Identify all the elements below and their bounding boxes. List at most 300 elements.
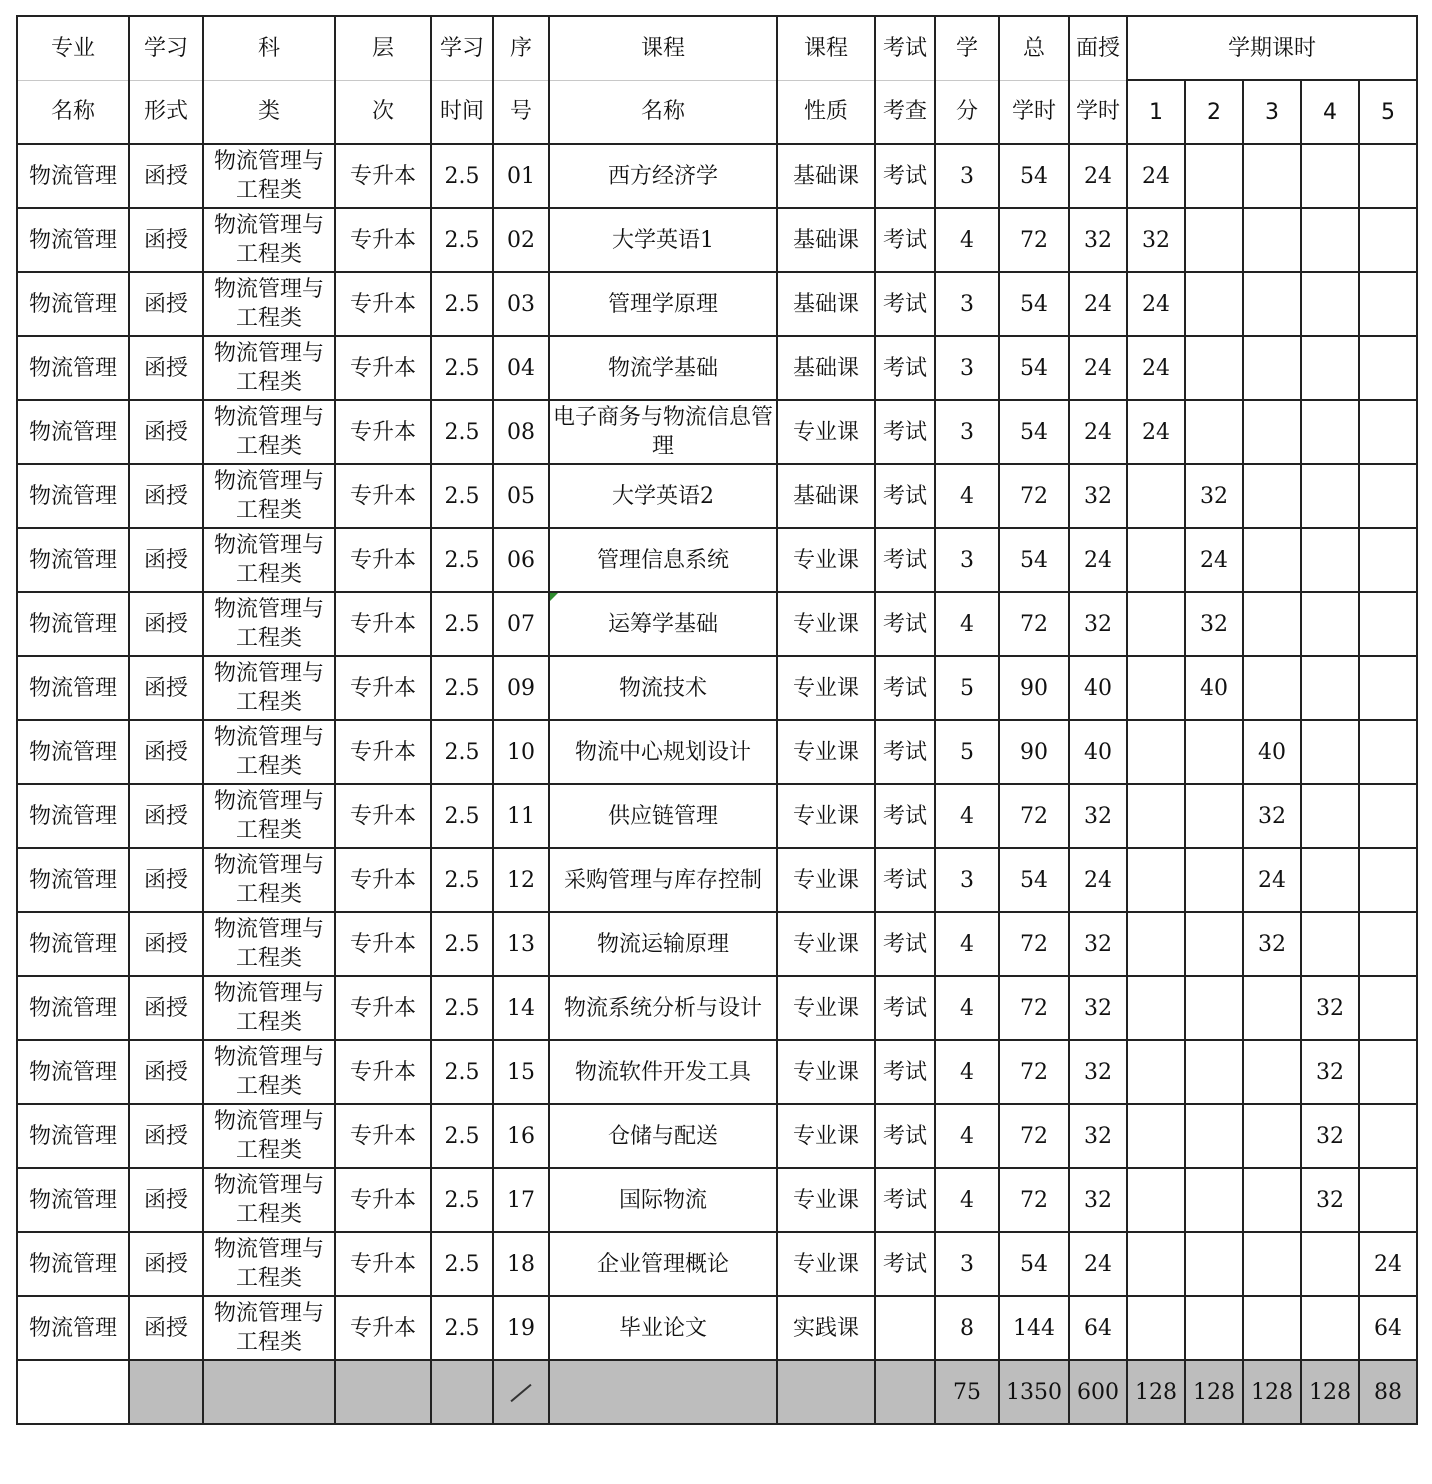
course-type-cell: 专业课: [777, 912, 875, 976]
total-hours-cell: 54: [999, 848, 1069, 912]
term-5-hours-cell: 24: [1359, 1232, 1417, 1296]
term-1-hours-cell: [1127, 1104, 1185, 1168]
course-name-cell: 仓储与配送: [549, 1104, 777, 1168]
term-1-hours-cell: [1127, 784, 1185, 848]
total-hours-cell: 72: [999, 208, 1069, 272]
assessment-cell: 考试: [875, 912, 935, 976]
seq-cell: 10: [493, 720, 549, 784]
category-cell: 物流管理与工程类: [203, 1104, 335, 1168]
course-type-cell: 专业课: [777, 1232, 875, 1296]
form-cell: 函授: [129, 720, 203, 784]
term-1-hours-cell: [1127, 464, 1185, 528]
total-hours-cell: 72: [999, 912, 1069, 976]
face-hours-cell: 24: [1069, 848, 1127, 912]
duration-cell: 2.5: [431, 144, 493, 208]
assessment-cell: 考试: [875, 656, 935, 720]
face-hours-cell: 24: [1069, 272, 1127, 336]
major-cell: 物流管理: [17, 1104, 129, 1168]
assessment-cell: 考试: [875, 464, 935, 528]
form-cell: 函授: [129, 592, 203, 656]
term-3-hours-cell: [1243, 144, 1301, 208]
term-5-hours-cell: [1359, 784, 1417, 848]
header-level-2: 次: [335, 80, 431, 144]
assessment-cell: 考试: [875, 208, 935, 272]
header-assessment-2: 考查: [875, 80, 935, 144]
term-4-hours-cell: [1301, 208, 1359, 272]
term-1-hours-cell: 24: [1127, 400, 1185, 464]
table-row: [17, 400, 1417, 464]
category-cell: 物流管理与工程类: [203, 1296, 335, 1360]
form-cell: 函授: [129, 208, 203, 272]
term-5-hours-cell: [1359, 976, 1417, 1040]
totals-gray-cell: [335, 1360, 431, 1424]
table-row: [17, 592, 1417, 656]
form-cell: 函授: [129, 912, 203, 976]
header-course-name-2: 名称: [549, 80, 777, 144]
term-5-hours-cell: [1359, 1168, 1417, 1232]
term-3-hours-cell: [1243, 592, 1301, 656]
category-cell: 物流管理与工程类: [203, 400, 335, 464]
face-hours-cell: 24: [1069, 144, 1127, 208]
course-name-cell: 物流软件开发工具: [549, 1040, 777, 1104]
table-row: [17, 656, 1417, 720]
course-type-cell: 专业课: [777, 1168, 875, 1232]
term-3-hours-cell: [1243, 1296, 1301, 1360]
term-2-hours-cell: [1185, 1296, 1243, 1360]
term-2-hours-cell: [1185, 720, 1243, 784]
major-cell: 物流管理: [17, 400, 129, 464]
term-2-hours-cell: [1185, 784, 1243, 848]
seq-cell: 11: [493, 784, 549, 848]
term-5-hours-cell: [1359, 656, 1417, 720]
face-hours-cell: 24: [1069, 336, 1127, 400]
term-2-hours-cell: [1185, 144, 1243, 208]
course-name-cell: 物流学基础: [549, 336, 777, 400]
assessment-cell: 考试: [875, 400, 935, 464]
course-type-cell: 专业课: [777, 976, 875, 1040]
seq-cell: 01: [493, 144, 549, 208]
totals-term-2: 128: [1185, 1360, 1243, 1424]
course-type-cell: 基础课: [777, 464, 875, 528]
term-3-hours-cell: [1243, 1104, 1301, 1168]
term-1-hours-cell: 24: [1127, 144, 1185, 208]
header-term-2: 2: [1185, 80, 1243, 144]
header-term-1: 1: [1127, 80, 1185, 144]
major-cell: 物流管理: [17, 144, 129, 208]
course-name-cell: 物流系统分析与设计: [549, 976, 777, 1040]
credit-cell: 4: [935, 464, 999, 528]
course-name-cell: 国际物流: [549, 1168, 777, 1232]
category-cell: 物流管理与工程类: [203, 144, 335, 208]
term-3-hours-cell: [1243, 272, 1301, 336]
major-cell: 物流管理: [17, 976, 129, 1040]
face-hours-cell: 24: [1069, 528, 1127, 592]
credit-cell: 3: [935, 400, 999, 464]
duration-cell: 2.5: [431, 912, 493, 976]
course-name-cell: 采购管理与库存控制: [549, 848, 777, 912]
totals-gray-cell: [777, 1360, 875, 1424]
term-1-hours-cell: [1127, 1296, 1185, 1360]
seq-cell: 14: [493, 976, 549, 1040]
face-hours-cell: 32: [1069, 592, 1127, 656]
major-cell: 物流管理: [17, 912, 129, 976]
term-1-hours-cell: 24: [1127, 272, 1185, 336]
term-1-hours-cell: [1127, 656, 1185, 720]
header-term-5: 5: [1359, 80, 1417, 144]
table-row: [17, 272, 1417, 336]
assessment-cell: 考试: [875, 336, 935, 400]
duration-cell: 2.5: [431, 464, 493, 528]
category-cell: 物流管理与工程类: [203, 528, 335, 592]
category-cell: 物流管理与工程类: [203, 848, 335, 912]
duration-cell: 2.5: [431, 784, 493, 848]
credit-cell: 8: [935, 1296, 999, 1360]
assessment-cell: 考试: [875, 272, 935, 336]
term-1-hours-cell: [1127, 720, 1185, 784]
term-1-hours-cell: [1127, 912, 1185, 976]
term-4-hours-cell: [1301, 912, 1359, 976]
table-row: [17, 1168, 1417, 1232]
duration-cell: 2.5: [431, 208, 493, 272]
totals-term-4: 128: [1301, 1360, 1359, 1424]
seq-cell: 05: [493, 464, 549, 528]
total-hours-cell: 90: [999, 720, 1069, 784]
category-cell: 物流管理与工程类: [203, 1168, 335, 1232]
seq-cell: 07: [493, 592, 549, 656]
term-4-hours-cell: [1301, 1296, 1359, 1360]
header-row-1: [17, 16, 1417, 80]
term-2-hours-cell: [1185, 1104, 1243, 1168]
level-cell: 专升本: [335, 592, 431, 656]
total-hours-cell: 54: [999, 1232, 1069, 1296]
form-cell: 函授: [129, 976, 203, 1040]
diagonal-slash-icon: [510, 1383, 531, 1401]
assessment-cell: 考试: [875, 592, 935, 656]
duration-cell: 2.5: [431, 400, 493, 464]
major-cell: 物流管理: [17, 592, 129, 656]
level-cell: 专升本: [335, 784, 431, 848]
term-5-hours-cell: [1359, 1040, 1417, 1104]
seq-cell: 03: [493, 272, 549, 336]
level-cell: 专升本: [335, 208, 431, 272]
face-hours-cell: 40: [1069, 656, 1127, 720]
face-hours-cell: 32: [1069, 1104, 1127, 1168]
level-cell: 专升本: [335, 400, 431, 464]
duration-cell: 2.5: [431, 1040, 493, 1104]
term-3-hours-cell: 24: [1243, 848, 1301, 912]
totals-empty-cell: [17, 1360, 129, 1424]
level-cell: 专升本: [335, 1168, 431, 1232]
credit-cell: 4: [935, 592, 999, 656]
term-1-hours-cell: [1127, 528, 1185, 592]
header-form-1: 学习: [129, 16, 203, 80]
header-course-name-1: 课程: [549, 16, 777, 80]
header-row-2: [17, 80, 1417, 144]
table-row: [17, 848, 1417, 912]
assessment-cell: 考试: [875, 1232, 935, 1296]
table-row: [17, 1040, 1417, 1104]
course-name-cell: 企业管理概论: [549, 1232, 777, 1296]
form-cell: 函授: [129, 1232, 203, 1296]
form-cell: 函授: [129, 144, 203, 208]
totals-slash-cell: [493, 1360, 549, 1424]
seq-cell: 15: [493, 1040, 549, 1104]
term-5-hours-cell: 64: [1359, 1296, 1417, 1360]
course-name-cell: 物流技术: [549, 656, 777, 720]
total-hours-cell: 72: [999, 1040, 1069, 1104]
term-4-hours-cell: [1301, 592, 1359, 656]
category-cell: 物流管理与工程类: [203, 784, 335, 848]
major-cell: 物流管理: [17, 272, 129, 336]
totals-gray-cell: [431, 1360, 493, 1424]
total-hours-cell: 72: [999, 784, 1069, 848]
course-name-cell: 管理学原理: [549, 272, 777, 336]
level-cell: 专升本: [335, 912, 431, 976]
term-5-hours-cell: [1359, 400, 1417, 464]
level-cell: 专升本: [335, 528, 431, 592]
course-name-cell: 西方经济学: [549, 144, 777, 208]
duration-cell: 2.5: [431, 1296, 493, 1360]
header-term-3: 3: [1243, 80, 1301, 144]
seq-cell: 16: [493, 1104, 549, 1168]
major-cell: 物流管理: [17, 464, 129, 528]
assessment-cell: 考试: [875, 976, 935, 1040]
course-name-cell: 大学英语1: [549, 208, 777, 272]
form-cell: 函授: [129, 528, 203, 592]
course-type-cell: 专业课: [777, 592, 875, 656]
course-name-cell: 管理信息系统: [549, 528, 777, 592]
table-row: [17, 720, 1417, 784]
form-cell: 函授: [129, 336, 203, 400]
term-4-hours-cell: [1301, 656, 1359, 720]
face-hours-cell: 64: [1069, 1296, 1127, 1360]
term-4-hours-cell: [1301, 528, 1359, 592]
level-cell: 专升本: [335, 144, 431, 208]
totals-gray-cell: [875, 1360, 935, 1424]
level-cell: 专升本: [335, 1296, 431, 1360]
term-1-hours-cell: 32: [1127, 208, 1185, 272]
table-row: [17, 1104, 1417, 1168]
totals-gray-cell: [549, 1360, 777, 1424]
seq-cell: 06: [493, 528, 549, 592]
total-hours-cell: 72: [999, 1104, 1069, 1168]
header-course-type-2: 性质: [777, 80, 875, 144]
header-credit-1: 学: [935, 16, 999, 80]
term-5-hours-cell: [1359, 528, 1417, 592]
term-2-hours-cell: [1185, 912, 1243, 976]
credit-cell: 4: [935, 1040, 999, 1104]
category-cell: 物流管理与工程类: [203, 912, 335, 976]
total-hours-cell: 54: [999, 272, 1069, 336]
term-5-hours-cell: [1359, 720, 1417, 784]
assessment-cell: 考试: [875, 144, 935, 208]
total-hours-cell: 72: [999, 592, 1069, 656]
face-hours-cell: 32: [1069, 1168, 1127, 1232]
term-3-hours-cell: [1243, 656, 1301, 720]
term-2-hours-cell: [1185, 976, 1243, 1040]
seq-cell: 08: [493, 400, 549, 464]
seq-cell: 13: [493, 912, 549, 976]
face-hours-cell: 24: [1069, 1232, 1127, 1296]
term-5-hours-cell: [1359, 912, 1417, 976]
seq-cell: 17: [493, 1168, 549, 1232]
term-4-hours-cell: 32: [1301, 1104, 1359, 1168]
term-5-hours-cell: [1359, 1104, 1417, 1168]
level-cell: 专升本: [335, 1040, 431, 1104]
term-4-hours-cell: [1301, 336, 1359, 400]
term-1-hours-cell: [1127, 592, 1185, 656]
face-hours-cell: 32: [1069, 464, 1127, 528]
header-duration-2: 时间: [431, 80, 493, 144]
course-type-cell: 基础课: [777, 208, 875, 272]
credit-cell: 4: [935, 1168, 999, 1232]
form-cell: 函授: [129, 784, 203, 848]
form-cell: 函授: [129, 848, 203, 912]
seq-cell: 19: [493, 1296, 549, 1360]
course-name-cell: 毕业论文: [549, 1296, 777, 1360]
seq-cell: 09: [493, 656, 549, 720]
assessment-cell: [875, 1296, 935, 1360]
duration-cell: 2.5: [431, 528, 493, 592]
totals-term-3: 128: [1243, 1360, 1301, 1424]
table-row: [17, 528, 1417, 592]
term-3-hours-cell: [1243, 1040, 1301, 1104]
header-level-1: 层: [335, 16, 431, 80]
term-3-hours-cell: 32: [1243, 912, 1301, 976]
term-5-hours-cell: [1359, 464, 1417, 528]
assessment-cell: 考试: [875, 848, 935, 912]
total-hours-cell: 144: [999, 1296, 1069, 1360]
form-cell: 函授: [129, 1168, 203, 1232]
term-2-hours-cell: [1185, 848, 1243, 912]
term-1-hours-cell: [1127, 1232, 1185, 1296]
term-4-hours-cell: [1301, 400, 1359, 464]
header-credit-2: 分: [935, 80, 999, 144]
duration-cell: 2.5: [431, 720, 493, 784]
term-3-hours-cell: [1243, 976, 1301, 1040]
credit-cell: 4: [935, 912, 999, 976]
term-4-hours-cell: 32: [1301, 976, 1359, 1040]
term-4-hours-cell: [1301, 784, 1359, 848]
assessment-cell: 考试: [875, 1168, 935, 1232]
totals-face-hours: 600: [1069, 1360, 1127, 1424]
term-2-hours-cell: [1185, 400, 1243, 464]
table-row: [17, 464, 1417, 528]
level-cell: 专升本: [335, 976, 431, 1040]
course-name-cell: 供应链管理: [549, 784, 777, 848]
face-hours-cell: 32: [1069, 208, 1127, 272]
header-course-type-1: 课程: [777, 16, 875, 80]
major-cell: 物流管理: [17, 336, 129, 400]
credit-cell: 4: [935, 976, 999, 1040]
header-term-4: 4: [1301, 80, 1359, 144]
major-cell: 物流管理: [17, 656, 129, 720]
term-5-hours-cell: [1359, 336, 1417, 400]
course-type-cell: 专业课: [777, 400, 875, 464]
category-cell: 物流管理与工程类: [203, 656, 335, 720]
major-cell: 物流管理: [17, 784, 129, 848]
seq-cell: 18: [493, 1232, 549, 1296]
table-row: [17, 208, 1417, 272]
assessment-cell: 考试: [875, 720, 935, 784]
level-cell: 专升本: [335, 656, 431, 720]
category-cell: 物流管理与工程类: [203, 336, 335, 400]
credit-cell: 3: [935, 272, 999, 336]
term-2-hours-cell: [1185, 272, 1243, 336]
form-cell: 函授: [129, 1104, 203, 1168]
category-cell: 物流管理与工程类: [203, 464, 335, 528]
course-type-cell: 专业课: [777, 1040, 875, 1104]
table-row: [17, 784, 1417, 848]
seq-cell: 04: [493, 336, 549, 400]
header-seq-2: 号: [493, 80, 549, 144]
term-4-hours-cell: [1301, 144, 1359, 208]
term-3-hours-cell: [1243, 400, 1301, 464]
total-hours-cell: 90: [999, 656, 1069, 720]
credit-cell: 3: [935, 336, 999, 400]
table-row: [17, 976, 1417, 1040]
major-cell: 物流管理: [17, 848, 129, 912]
term-3-hours-cell: [1243, 208, 1301, 272]
face-hours-cell: 32: [1069, 1040, 1127, 1104]
header-total-hours-1: 总: [999, 16, 1069, 80]
major-cell: 物流管理: [17, 1296, 129, 1360]
header-total-hours-2: 学时: [999, 80, 1069, 144]
credit-cell: 3: [935, 528, 999, 592]
category-cell: 物流管理与工程类: [203, 592, 335, 656]
term-1-hours-cell: [1127, 1040, 1185, 1104]
term-5-hours-cell: [1359, 208, 1417, 272]
duration-cell: 2.5: [431, 976, 493, 1040]
course-type-cell: 专业课: [777, 1104, 875, 1168]
course-type-cell: 专业课: [777, 528, 875, 592]
header-category-1: 科: [203, 16, 335, 80]
header-category-2: 类: [203, 80, 335, 144]
header-assessment-1: 考试: [875, 16, 935, 80]
term-2-hours-cell: 32: [1185, 592, 1243, 656]
category-cell: 物流管理与工程类: [203, 720, 335, 784]
credit-cell: 5: [935, 720, 999, 784]
table-row: [17, 1296, 1417, 1360]
assessment-cell: 考试: [875, 1040, 935, 1104]
form-cell: 函授: [129, 400, 203, 464]
term-2-hours-cell: 24: [1185, 528, 1243, 592]
duration-cell: 2.5: [431, 1104, 493, 1168]
category-cell: 物流管理与工程类: [203, 1040, 335, 1104]
course-name-cell: 大学英语2: [549, 464, 777, 528]
table-row: [17, 336, 1417, 400]
form-cell: 函授: [129, 464, 203, 528]
credit-cell: 3: [935, 144, 999, 208]
assessment-cell: 考试: [875, 528, 935, 592]
level-cell: 专升本: [335, 464, 431, 528]
level-cell: 专升本: [335, 1232, 431, 1296]
form-cell: 函授: [129, 1040, 203, 1104]
assessment-cell: 考试: [875, 784, 935, 848]
totals-term-5: 88: [1359, 1360, 1417, 1424]
total-hours-cell: 54: [999, 336, 1069, 400]
term-5-hours-cell: [1359, 592, 1417, 656]
major-cell: 物流管理: [17, 1168, 129, 1232]
course-schedule-table: [16, 15, 1418, 1425]
term-1-hours-cell: 24: [1127, 336, 1185, 400]
face-hours-cell: 32: [1069, 912, 1127, 976]
category-cell: 物流管理与工程类: [203, 1232, 335, 1296]
major-cell: 物流管理: [17, 1232, 129, 1296]
term-3-hours-cell: [1243, 464, 1301, 528]
course-type-cell: 专业课: [777, 784, 875, 848]
term-2-hours-cell: [1185, 336, 1243, 400]
